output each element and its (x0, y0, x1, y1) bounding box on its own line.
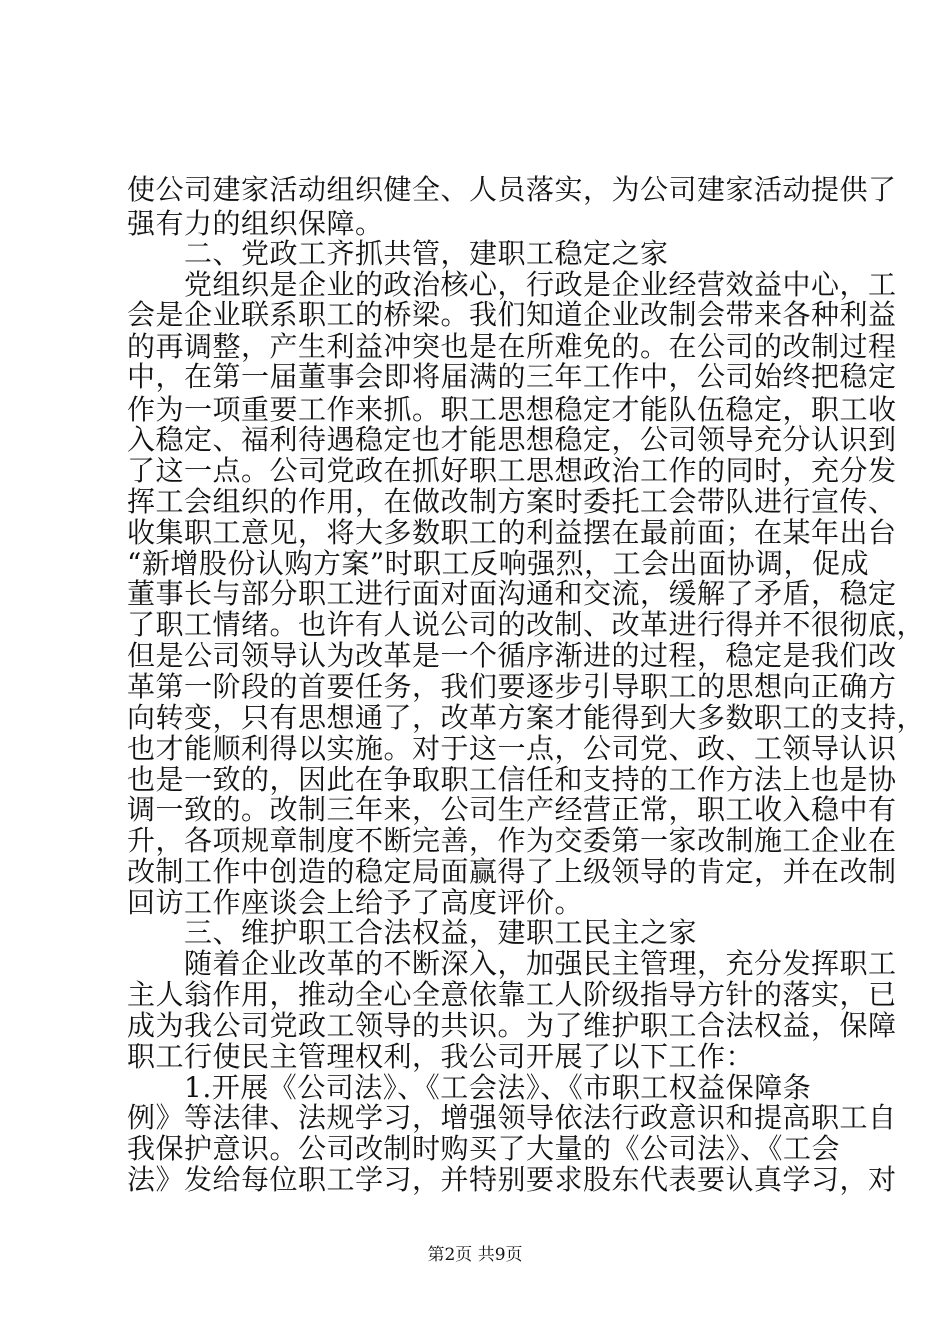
text-line: 也才能顺利得以实施。对于这一点，公司党、政、工领导认识 (127, 732, 897, 765)
text-line: 法》发给每位职工学习，并特别要求股东代表要认真学习，对 (127, 1163, 897, 1196)
text-line: 强有力的组织保障。 (127, 207, 384, 240)
text-line: 革第一阶段的首要任务，我们要逐步引导职工的思想向正确方 (127, 670, 897, 703)
text-line: 向转变，只有思想通了，改革方案才能得到大多数职工的支持， (127, 701, 926, 734)
text-line: 中，在第一届董事会即将届满的三年工作中，公司始终把稳定 (127, 360, 897, 393)
text-line: 职工行使民主管理权利，我公司开展了以下工作： (127, 1040, 755, 1073)
text-line: 的再调整，产生利益冲突也是在所难免的。在公司的改制过程 (127, 330, 897, 363)
text-line: “新增股份认购方案”时职工反响强烈，工会出面协调，促成 (127, 547, 870, 580)
text-line: 我保护意识。公司改制时购买了大量的《公司法》、《工会 (127, 1132, 841, 1165)
text-line: 随着企业改革的不断深入，加强民主管理，充分发挥职工 (127, 947, 897, 980)
text-line: 成为我公司党政工领导的共识。为了维护职工合法权益，保障 (127, 1009, 897, 1042)
text-line: 会是企业联系职工的桥梁。我们知道企业改制会带来各种利益 (127, 298, 897, 331)
text-line: 但是公司领导认为改革是一个循序渐进的过程，稳定是我们改 (127, 639, 897, 672)
text-line: 党组织是企业的政治核心，行政是企业经营效益中心，工 (127, 268, 897, 301)
text-line: 调一致的。改制三年来，公司生产经营正常，职工收入稳中有 (127, 793, 897, 826)
text-line: 使公司建家活动组织健全、人员落实，为公司建家活动提供了 (127, 173, 897, 206)
text-line: 回访工作座谈会上给予了高度评价。 (127, 886, 584, 919)
text-line: 改制工作中创造的稳定局面赢得了上级领导的肯定，并在改制 (127, 855, 897, 888)
text-line: 了这一点。公司党政在抓好职工思想政治工作的同时，充分发 (127, 454, 897, 487)
text-line: 了职工情绪。也许有人说公司的改制、改革进行得并不很彻底， (127, 608, 926, 641)
text-line: 入稳定、福利待遇稳定也才能思想稳定，公司领导充分认识到 (127, 423, 897, 456)
section-heading: 三、维护职工合法权益，建职工民主之家 (127, 916, 698, 949)
text-line: 董事长与部分职工进行面对面沟通和交流，缓解了矛盾，稳定 (127, 577, 897, 610)
text-line: 收集职工意见，将大多数职工的利益摆在最前面；在某年出台 (127, 516, 897, 549)
text-line: 升，各项规章制度不断完善，作为交委第一家改制施工企业在 (127, 824, 897, 857)
text-line: 1.开展《公司法》、《工会法》、《市职工权益保障条 (127, 1071, 812, 1104)
text-line: 主人翁作用，推动全心全意依靠工人阶级指导方针的落实，已 (127, 978, 897, 1011)
page-number: 第2页 共9页 (427, 1245, 523, 1265)
text-line: 作为一项重要工作来抓。职工思想稳定才能队伍稳定，职工收 (127, 393, 897, 426)
section-heading: 二、党政工齐抓共管，建职工稳定之家 (127, 237, 669, 270)
text-line: 例》等法律、法规学习，增强领导依法行政意识和提高职工自 (127, 1101, 897, 1134)
text-line: 挥工会组织的作用，在做改制方案时委托工会带队进行宣传、 (127, 485, 897, 518)
text-line: 也是一致的，因此在争取职工信任和支持的工作方法上也是协 (127, 763, 897, 796)
page-footer (0, 1244, 950, 1266)
